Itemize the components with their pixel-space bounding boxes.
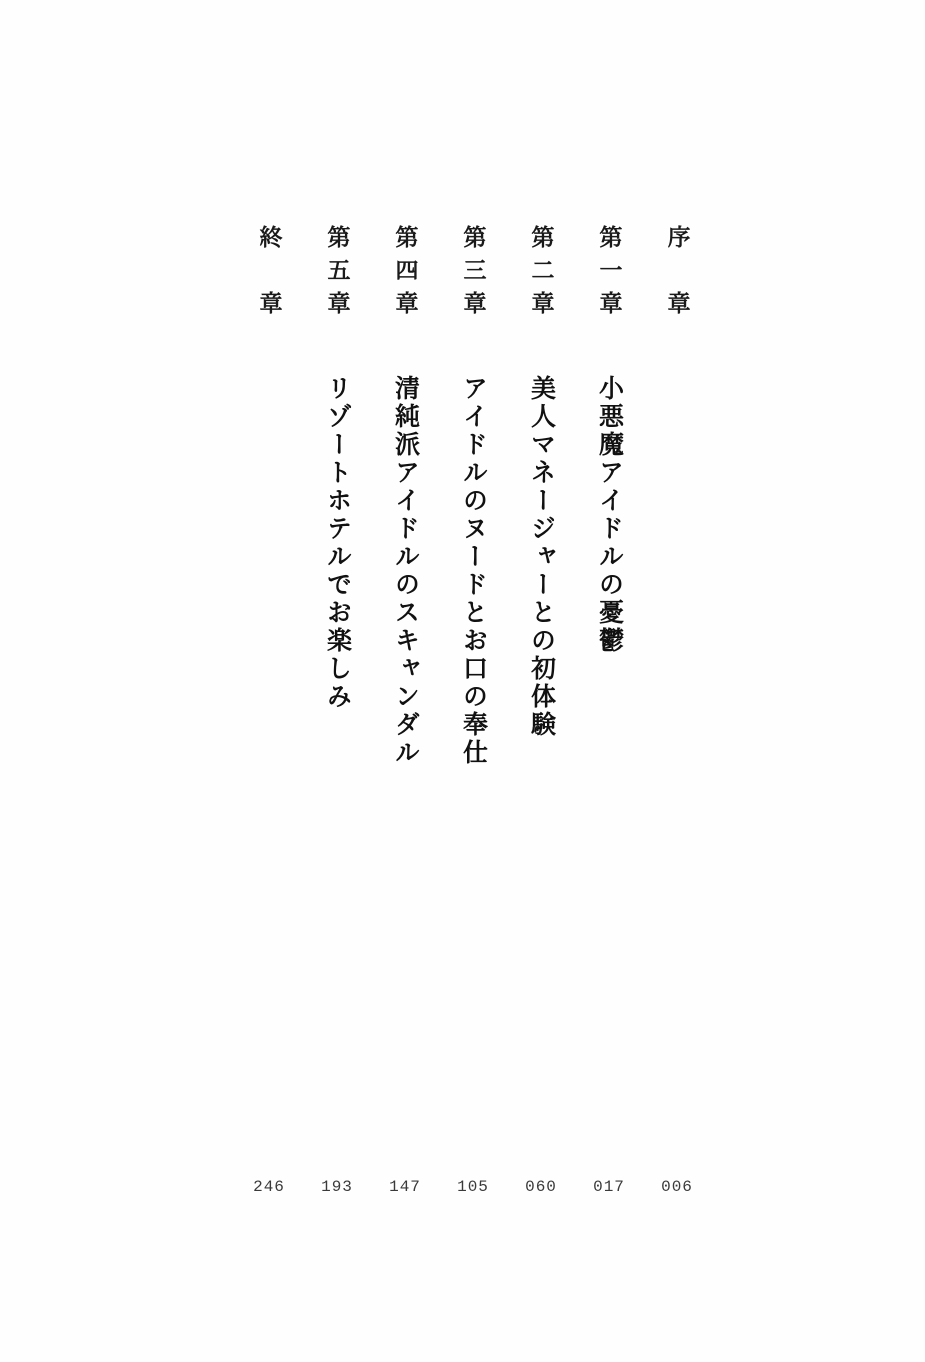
page-number: 006 xyxy=(661,1178,693,1196)
chapter-label: 終 章 xyxy=(256,225,282,324)
toc-entry xyxy=(643,225,711,325)
toc-entry xyxy=(575,225,643,655)
table-of-contents xyxy=(0,225,925,825)
chapter-label: 第四章 xyxy=(392,225,418,324)
toc-entry xyxy=(235,225,303,325)
page-number: 193 xyxy=(321,1178,353,1196)
page-number: 105 xyxy=(457,1178,489,1196)
chapter-label: 第三章 xyxy=(460,225,486,324)
toc-entry xyxy=(371,225,439,767)
chapter-label: 序 章 xyxy=(664,225,690,324)
chapter-label: 第一章 xyxy=(596,225,622,324)
page-number: 060 xyxy=(525,1178,557,1196)
chapter-title: リゾートホテルでお楽しみ xyxy=(323,375,351,711)
page-number: 147 xyxy=(389,1178,421,1196)
chapter-title: アイドルのヌードとお口の奉仕 xyxy=(459,375,487,767)
page-number: 246 xyxy=(253,1178,285,1196)
chapter-title: 小悪魔アイドルの憂鬱 xyxy=(595,375,623,655)
page-number: 017 xyxy=(593,1178,625,1196)
chapter-title: 美人マネージャーとの初体験 xyxy=(527,375,555,739)
chapter-label: 第五章 xyxy=(324,225,350,324)
toc-entry xyxy=(439,225,507,767)
toc-entry xyxy=(507,225,575,739)
page-number-row xyxy=(0,1178,925,1196)
chapter-label: 第二章 xyxy=(528,225,554,324)
toc-entry xyxy=(303,225,371,711)
chapter-title: 清純派アイドルのスキャンダル xyxy=(391,375,419,767)
